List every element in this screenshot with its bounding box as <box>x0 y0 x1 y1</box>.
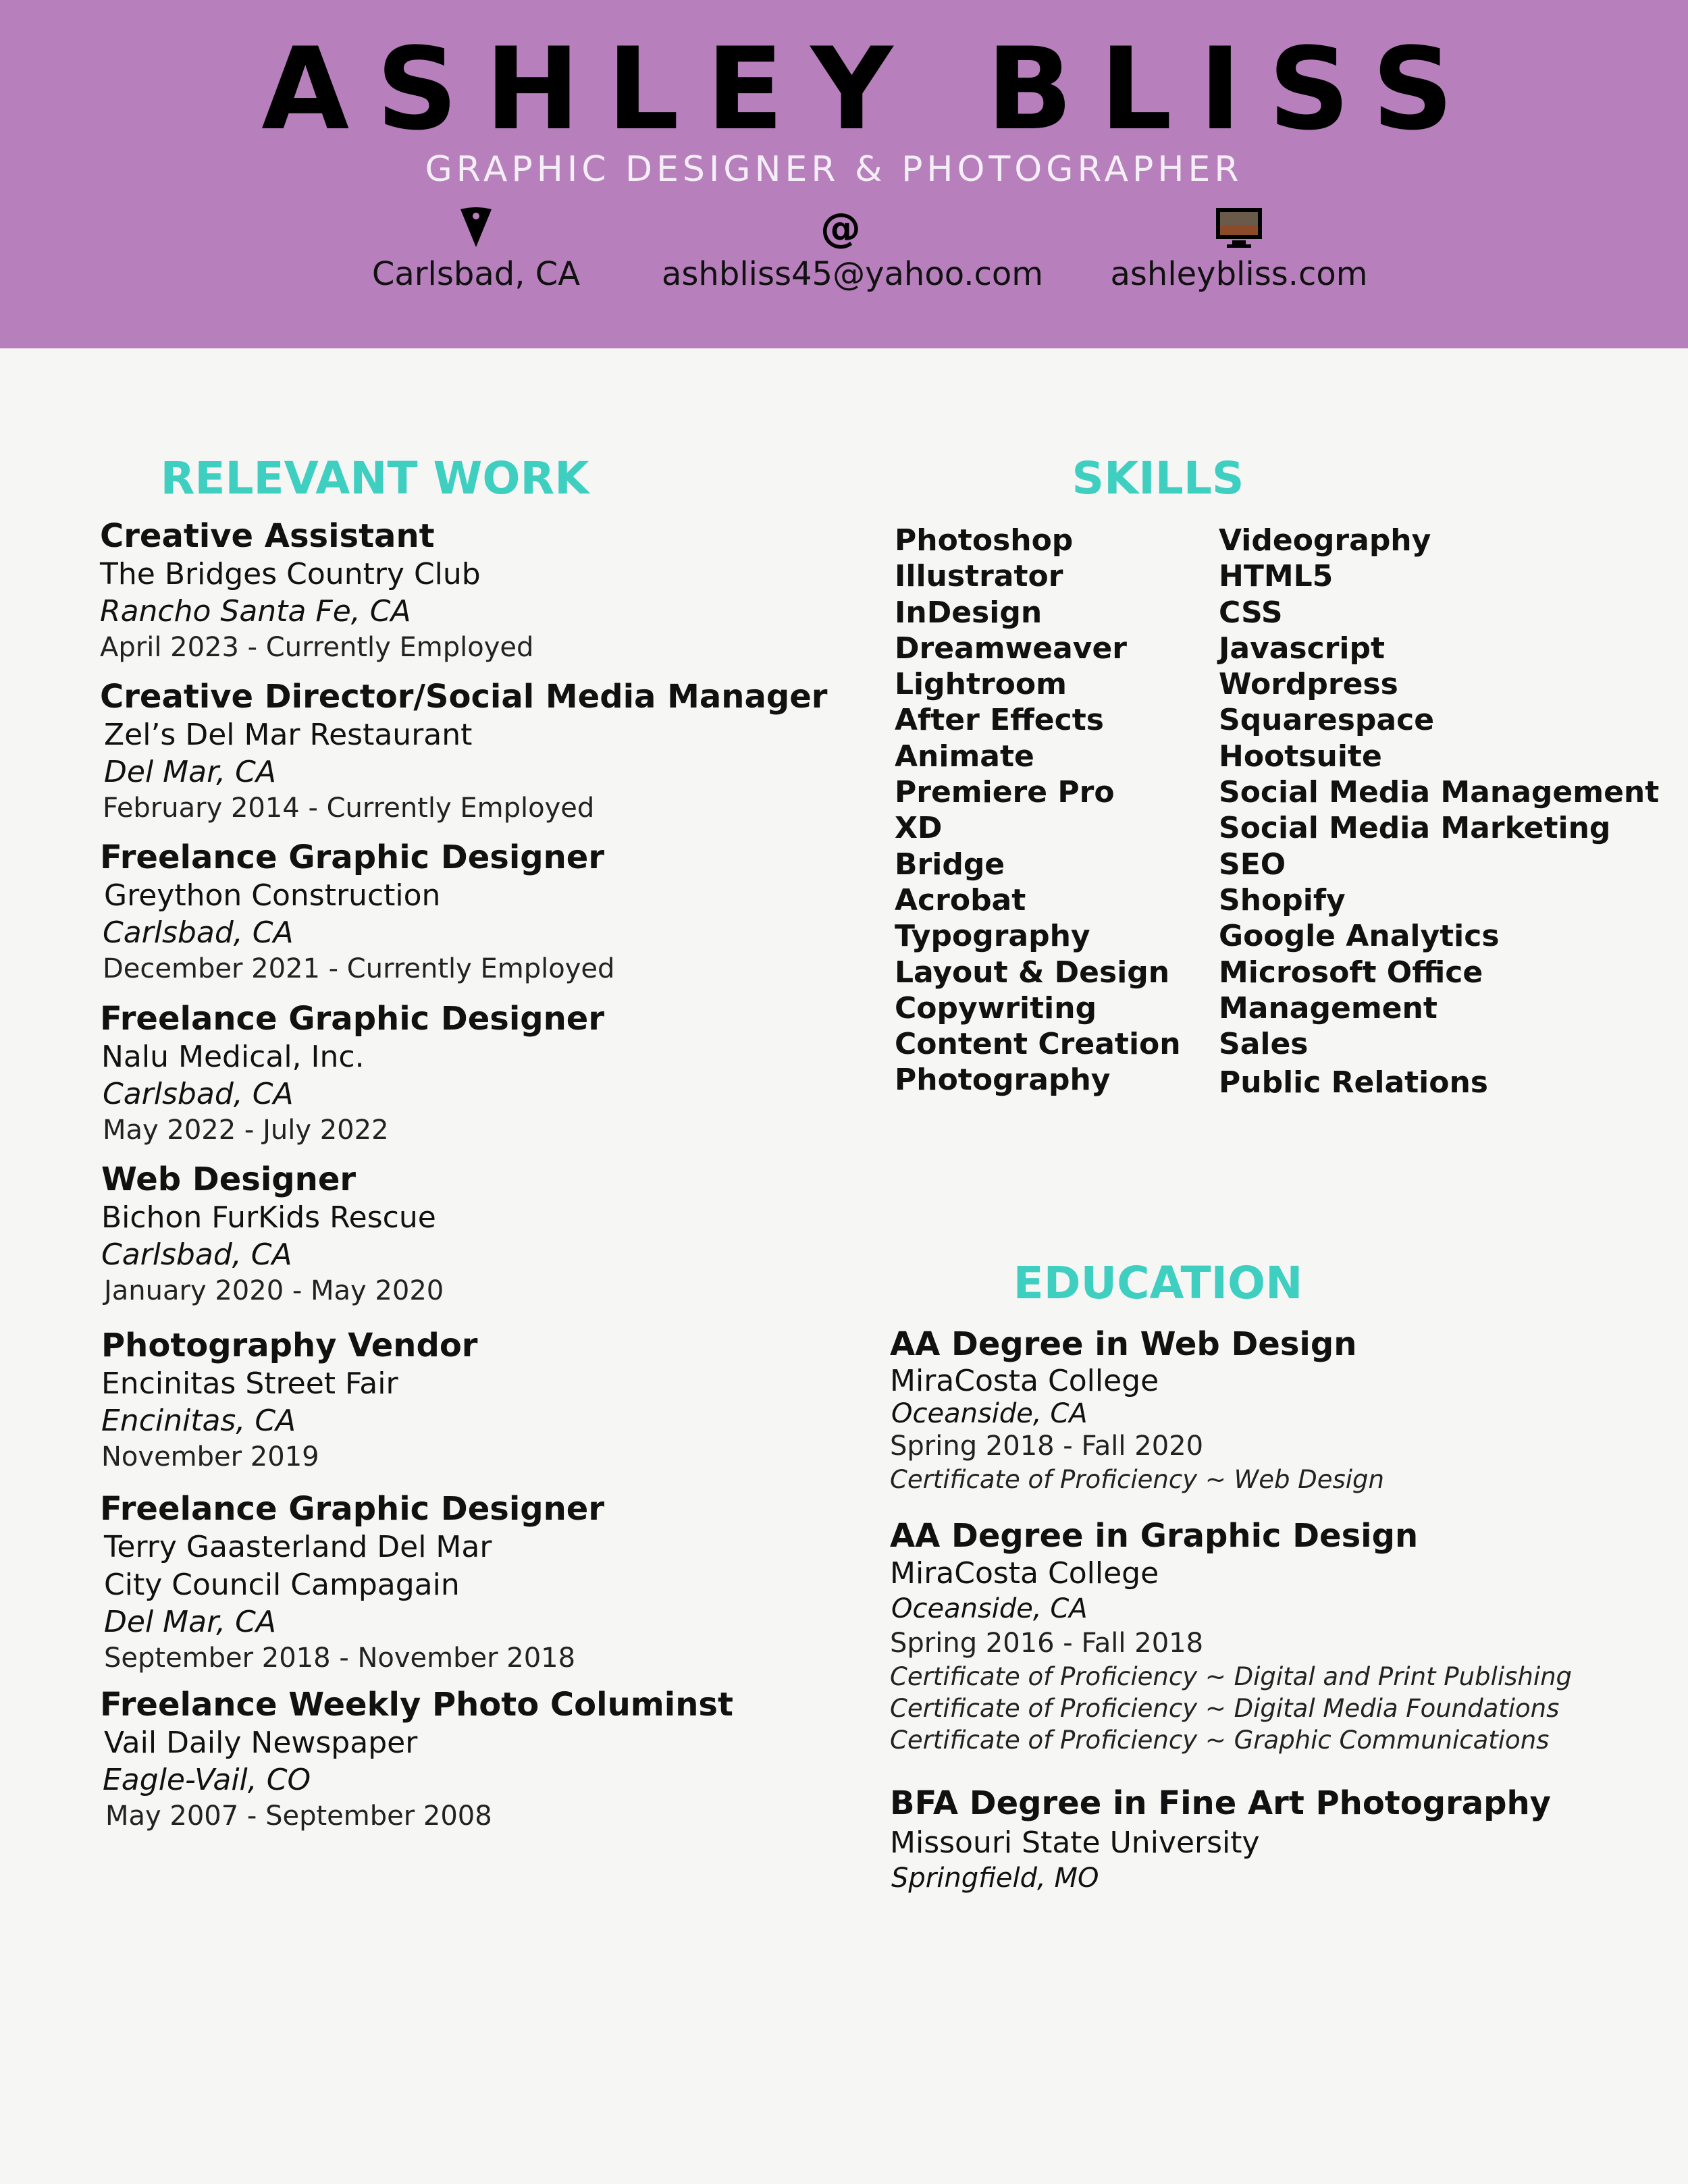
skill-item: HTML5 <box>1219 559 1334 594</box>
skill-item: Dreamweaver <box>895 631 1128 666</box>
job-dates: January 2020 - May 2020 <box>104 1275 444 1306</box>
job-org: Zel’s Del Mar Restaurant <box>104 718 473 752</box>
skill-item: Content Creation <box>895 1027 1181 1062</box>
job-title: Freelance Graphic Designer <box>100 1490 605 1528</box>
degree-certificate: Certificate of Proficiency ~ Web Design <box>890 1465 1384 1494</box>
skill-item: Public Relations <box>1219 1065 1488 1100</box>
job-item <box>100 677 827 826</box>
job-location: Carlsbad, CA <box>103 1077 294 1111</box>
degree-school: MiraCosta College <box>890 1364 1159 1398</box>
job-item <box>100 1489 604 1676</box>
skill-item: Microsoft Office <box>1219 955 1483 990</box>
job-org: Bichon FurKids Rescue <box>101 1200 436 1235</box>
degree-location: Oceanside, CA <box>891 1593 1088 1624</box>
degree-certificate: Certificate of Proficiency ~ Digital Media Foundations <box>890 1694 1560 1723</box>
job-location: Carlsbad, CA <box>103 915 294 950</box>
skill-item: Layout & Design <box>895 955 1170 990</box>
degree-school: Missouri State University <box>890 1826 1260 1860</box>
website-link[interactable]: ashleybliss.com <box>1110 255 1368 293</box>
skill-item: XD <box>895 811 943 846</box>
skill-item: Photoshop <box>895 523 1074 558</box>
contact-email <box>662 205 1043 293</box>
skill-item: Shopify <box>1219 882 1346 917</box>
job-item <box>100 1685 733 1834</box>
header-banner <box>0 0 1688 348</box>
skill-item: Management <box>1219 990 1438 1026</box>
skill-item: Acrobat <box>895 882 1026 917</box>
skill-item: Wordpress <box>1219 667 1398 702</box>
job-title: Freelance Graphic Designer <box>100 1000 605 1038</box>
work-section-title: RELEVANT WORK <box>160 452 589 504</box>
skills-section-title: SKILLS <box>1072 452 1244 504</box>
job-title: Photography Vendor <box>101 1327 478 1364</box>
degree-school: MiraCosta College <box>890 1556 1159 1591</box>
job-location: Rancho Santa Fe, CA <box>100 594 411 629</box>
skill-item: Animate <box>895 739 1034 774</box>
location-pin-icon <box>365 207 587 250</box>
skills-column-2 <box>1219 523 1659 1101</box>
job-org: Terry Gaasterland Del Mar <box>104 1530 492 1564</box>
job-dates: May 2022 - July 2022 <box>103 1115 389 1146</box>
contact-location <box>365 207 587 293</box>
degree-certificate: Certificate of Proficiency ~ Digital and Print Publishing <box>890 1662 1573 1691</box>
skill-item: Photography <box>895 1063 1111 1098</box>
degree-dates: Spring 2016 - Fall 2018 <box>890 1628 1204 1659</box>
monitor-icon <box>1107 207 1371 250</box>
job-item <box>100 516 533 665</box>
degree-title: AA Degree in Graphic Design <box>890 1517 1419 1555</box>
skill-item: SEO <box>1219 847 1286 882</box>
degree-location: Oceanside, CA <box>891 1398 1088 1429</box>
skill-item: Squarespace <box>1219 703 1435 738</box>
degree-certificate: Certificate of Proficiency ~ Graphic Communications <box>890 1726 1550 1755</box>
skill-item: CSS <box>1219 595 1283 630</box>
education-item <box>890 1784 1551 1893</box>
skills-column-1 <box>895 523 1181 1098</box>
job-dates: December 2021 - Currently Employed <box>103 953 615 984</box>
job-title: Freelance Weekly Photo Columinst <box>100 1686 733 1724</box>
skill-item: InDesign <box>895 595 1043 630</box>
job-location: Del Mar, CA <box>104 1605 276 1639</box>
education-item <box>890 1516 1572 1756</box>
skill-item: After Effects <box>895 703 1104 738</box>
job-location: Eagle-Vail, CO <box>103 1763 311 1797</box>
skill-item: Social Media Marketing <box>1219 811 1611 846</box>
email-link[interactable]: ashbliss45@yahoo.com <box>662 255 1043 293</box>
skill-item: Sales <box>1219 1027 1309 1062</box>
job-location: Encinitas, CA <box>101 1404 296 1438</box>
at-sign-icon: @ <box>820 205 861 252</box>
degree-title: AA Degree in Web Design <box>890 1325 1357 1363</box>
job-item <box>101 1160 444 1308</box>
job-item <box>100 999 604 1148</box>
skill-item: Lightroom <box>895 667 1067 702</box>
job-location: Del Mar, CA <box>104 755 276 789</box>
skill-item: Videography <box>1219 523 1431 558</box>
skill-item: Bridge <box>895 847 1005 882</box>
contact-website <box>1107 207 1371 293</box>
job-dates: May 2007 - September 2008 <box>105 1801 492 1832</box>
degree-title: BFA Degree in Fine Art Photography <box>890 1784 1551 1822</box>
skill-item: Hootsuite <box>1219 739 1382 774</box>
skill-item: Copywriting <box>895 990 1097 1026</box>
job-org-line2: City Council Campagain <box>104 1568 460 1602</box>
job-org: Encinitas Street Fair <box>101 1366 398 1401</box>
skill-item: Premiere Pro <box>895 775 1115 810</box>
job-dates: February 2014 - Currently Employed <box>103 793 595 824</box>
education-item <box>890 1325 1384 1495</box>
skill-item: Google Analytics <box>1219 919 1500 954</box>
job-dates: November 2019 <box>101 1441 319 1472</box>
job-title: Creative Director/Social Media Manager <box>100 678 828 716</box>
resume-name: ASHLEY BLISS <box>261 23 1481 155</box>
resume-subtitle: GRAPHIC DESIGNER & PHOTOGRAPHER <box>425 149 1243 190</box>
job-dates: April 2023 - Currently Employed <box>100 632 534 663</box>
job-title: Creative Assistant <box>100 517 435 555</box>
job-org: The Bridges Country Club <box>100 557 481 591</box>
skill-item: Social Media Management <box>1219 775 1660 810</box>
skill-item: Javascript <box>1219 631 1386 666</box>
degree-dates: Spring 2018 - Fall 2020 <box>890 1431 1204 1462</box>
degree-location: Springfield, MO <box>891 1863 1099 1894</box>
job-item <box>100 838 614 986</box>
job-location: Carlsbad, CA <box>101 1237 292 1272</box>
skill-item: Illustrator <box>895 559 1063 594</box>
job-org: Nalu Medical, Inc. <box>101 1040 365 1074</box>
job-item <box>101 1326 477 1474</box>
job-dates: September 2018 - November 2018 <box>104 1643 576 1674</box>
job-org: Greython Construction <box>104 878 441 913</box>
education-section-title: EDUCATION <box>1013 1257 1303 1309</box>
job-org: Vail Daily Newspaper <box>104 1726 418 1760</box>
job-title: Web Designer <box>101 1161 357 1198</box>
job-title: Freelance Graphic Designer <box>100 838 605 876</box>
location-text: Carlsbad, CA <box>371 255 581 293</box>
skill-item: Typography <box>895 919 1090 954</box>
